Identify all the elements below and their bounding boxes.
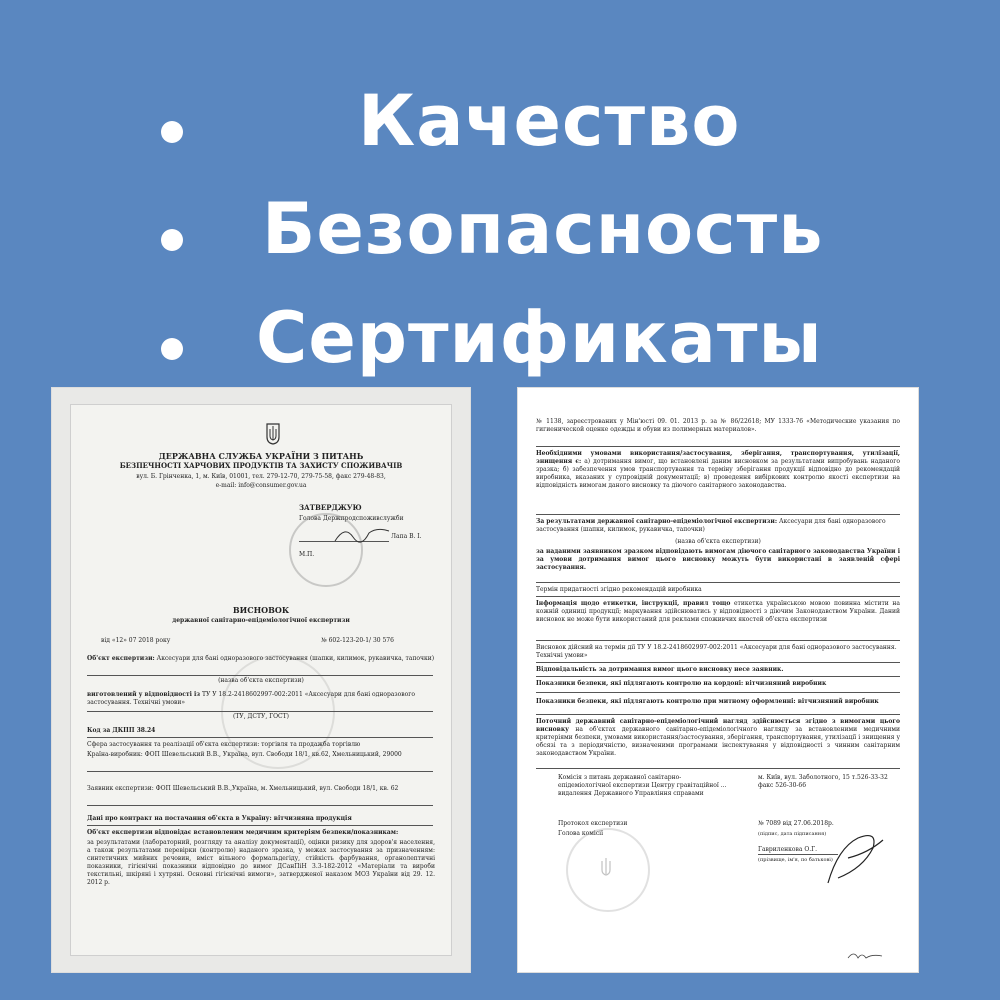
page2-para-9: Показники безпеки, які підлягають контролю на кордоні: вітчизняний виробник <box>536 680 827 687</box>
page2-para-5: Термін придатності згідно рекомендацій виробника <box>536 586 702 593</box>
doc-date: від «12» 07 2018 року <box>101 637 171 644</box>
approved-label: ЗАТВЕРДЖУЮ <box>299 503 362 512</box>
approver-title: Голова Держпродспоживслужби <box>299 515 404 522</box>
made-label: виготовлений у відповідності із <box>87 691 201 698</box>
page2-para-3-note: (назва об'єкта експертизи) <box>675 538 761 545</box>
product-code: Код за ДКПП 38.24 <box>87 727 156 734</box>
sign-note: (підпис, дата підписання) <box>758 831 827 837</box>
commission-address: м. Київ, вул. Заболотного, 15 т.526-33-32 факс 526-30-66 <box>758 774 888 789</box>
doc-subtitle: державної санітарно-епідеміологічної експертизи <box>172 617 350 624</box>
doc-title: ВИСНОВОК <box>232 605 290 615</box>
country-text: Країна-виробник: ФОП Шевельський В.В., Україна, вул. Свободи 18/1, кв.62, Хмельницький, 29000 <box>87 751 402 758</box>
bullet-safety: Безопасность <box>262 188 824 270</box>
object-label: Об'єкт експертизи: <box>87 655 155 662</box>
doc-number: № 602-123-20-1/ 30 576 <box>321 637 394 644</box>
bullet-quality: Качество <box>358 80 741 162</box>
org-address: вул. Б. Грінченка, 1, м. Київ, 01001, тел. 279-12-70, 279-75-58, факс 279-48-83, <box>136 473 386 480</box>
page2-para-11-label: Поточний державний санітарно-епідеміологічний нагляд здійснюється згідно з вимогами цього висновку <box>536 718 900 733</box>
certificate-page-2 <box>518 388 918 972</box>
page2-para-11-text: на об'єктах державного санітарно-епідеміологічного нагляду за встановленими медичними критеріями безпеки, умовами використання/застосування, зберігання, транспортування, утилізації і знищення у обсязі та з періодичністю, визначеними програмами інспектування у відповідності з чинним санітарним законодавством України. <box>536 726 900 757</box>
page2-para-6-text: етикетка українською мовою повинна містити на кожній одиниці продукції; маркування здійснюватись у відповідності з діючим Законодавством України. Даний висновок не може бути використаний для реклами споживчих якостей об'єкта експертизи <box>536 600 900 623</box>
org-name-2: БЕЗПЕЧНОСТІ ХАРЧОВИХ ПРОДУКТІВ ТА ЗАХИСТУ СПОЖИВАЧІВ <box>119 461 403 470</box>
page2-para-6-label: Інформація щодо етикетки, інструкції, правил тощо <box>536 600 731 607</box>
object-note: (назва об'єкта експертизи) <box>218 677 304 684</box>
page2-para-1: № 1138, зареєстрованих у Мін'юсті 09. 01. 2013 р. за № 86/22618; МУ 1333-76 «Методические указания по гигиенической оценке одежды и обуви из полимерных материалов». <box>536 418 900 433</box>
page2-para-2 <box>536 450 900 490</box>
page2-para-6 <box>536 600 900 624</box>
certificate-body <box>70 404 452 956</box>
object-section <box>87 655 435 663</box>
protocol-label: Протокол експертизи <box>558 820 628 827</box>
made-note: (ТУ, ДСТУ, ГОСТ) <box>233 713 289 720</box>
page2-para-3-text: Аксесуари для бані одноразового застосування (шапки, килимок, рукавичка, тапочки) <box>536 518 886 533</box>
org-name-1: ДЕРЖАВНА СЛУЖБА УКРАЇНИ З ПИТАНЬ <box>158 451 364 461</box>
signer-name: Гавриленкова О.Г. <box>758 846 818 853</box>
commission-text: Комісія з питань державної санітарно-епідеміологічної експертизи Центру гравітаційної ... видалення Державного Управління справами <box>558 774 727 797</box>
page2-para-3-label: За результатами державної санітарно-епідеміологічної експертизи: <box>536 518 778 525</box>
criteria-body: за результатами (лабораторний, розгляду та аналізу документації), оцінки ризику для здоров'я населення, а також результатами перевірки (контролю) наданого зразка, у межах застосування за призначенням: синтетичних мийних речовин, вміст вільного формальдегіду, стійкість фарбування, органолептичні показники, гігієнічні показники відповідно до вимог ДСанПіН 3.3-182-2012 «Матеріали та вироби текстильні, шкіряні і хутряні. Основні гігієнічні вимоги», затвердженої наказом МОЗ України від 29. 12. 2012 р. <box>87 839 435 886</box>
approver-name: Лапа В. І. <box>391 533 422 540</box>
page2-para-11 <box>536 718 900 758</box>
made-section <box>87 691 435 707</box>
page2-para-4: за наданими заявником зразком відповідають вимогам діючого санітарного законодавства України і за умови дотримання вимог цього висновку можуть бути використані в заявленій сфері застосування. <box>536 548 900 571</box>
criteria-label: Об'єкт експертизи відповідає встановленим медичним критеріям безпеки/показникам: <box>87 829 399 836</box>
signer-note: (прізвище, ім'я, по батькові) <box>758 857 833 863</box>
page2-para-8: Відповідальність за дотримання вимог цього висновку несе заявник. <box>536 666 784 673</box>
trident-icon <box>598 856 614 878</box>
bullet-certificates: Сертификаты <box>256 297 823 379</box>
seal-mark: М.П. <box>299 551 315 558</box>
protocol-number: № 7089 від 27.06.2018р. <box>758 820 834 827</box>
bullet-dot <box>161 121 183 143</box>
signature <box>818 828 888 888</box>
page2-para-2-label: Необхідними умовами використання/застосування, зберігання, транспортування, утилізації, знищення є: <box>536 450 900 465</box>
object-text: Аксесуари для бані одноразового застосування (шапки, килимок, рукавичка, тапочки) <box>156 655 435 662</box>
org-email: e-mail: info@consumer.gov.ua <box>215 482 307 489</box>
bullet-dot <box>161 229 183 251</box>
sphere-text: Сфера застосування та реалізації об'єкта експертизи: торгівля та продажба торгівлю <box>87 741 361 748</box>
page2-para-7: Висновок дійсний на термін дії ТУ У 18.2-2418602997-002:2011 «Аксесуари для бані одноразового застосування. Технічні умови» <box>536 644 897 659</box>
certificate-page-1 <box>52 388 470 972</box>
initials-scribble <box>846 948 886 962</box>
page2-para-2-text: а) дотримання вимог, що встановлені даним висновком за результатами випробувань наданого зразка; б) забезпечення умов транспортування та терміну зберігання продукції відповідно до рекомендацій виробника, вказаних у супровідній документації; в) проведення вибіркових контролю якості експертизи на відповідність вимогам даного висновку та діючого санітарного законодавства. <box>536 458 900 489</box>
made-text: ТУ У 18.2-2418602997-002:2011 «Аксесуари для бані одноразового застосування. Технічні умови» <box>87 691 415 706</box>
signature <box>333 523 393 547</box>
coat-of-arms-icon <box>266 423 280 445</box>
page2-para-3 <box>536 518 900 534</box>
head-label: Голова комісії <box>558 830 604 837</box>
applicant-text: Заявник експертизи: ФОП Шевельський В.В.,Україна, м. Хмельницький, вул. Свободи 18/1, кв. 62 <box>87 785 399 792</box>
contract-text: Дані про контракт на постачання об'єкта в Україну: вітчизняна продукція <box>87 815 352 822</box>
page2-para-10: Показники безпеки, які підлягають контролю при митному оформленні: вітчизняний виробник <box>536 698 879 705</box>
bullet-dot <box>161 338 183 360</box>
